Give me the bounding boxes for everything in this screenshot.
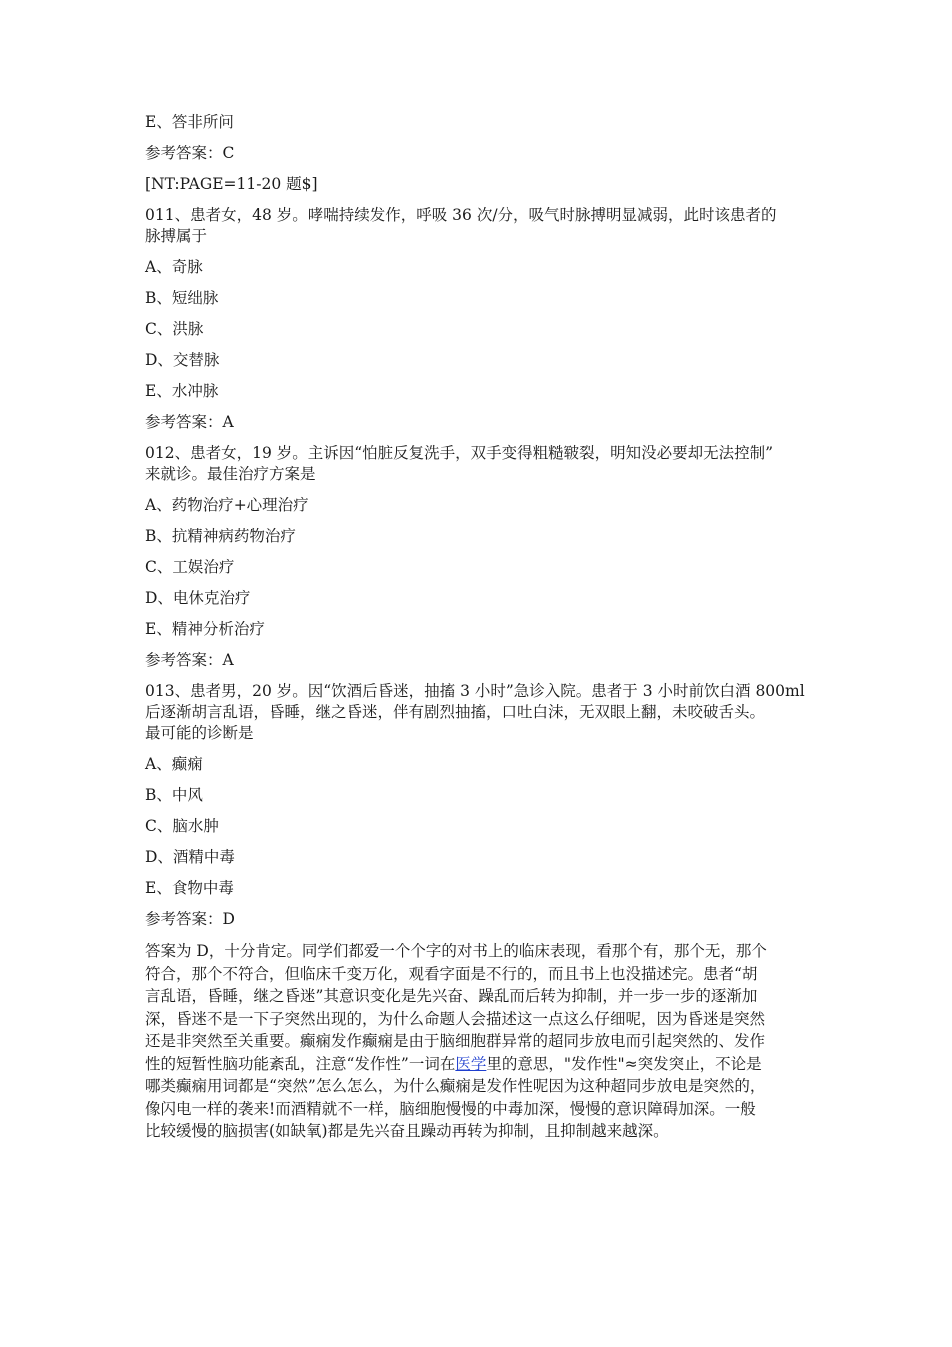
q11-option-b: B、短绌脉 [145,289,219,307]
q12-option-c: C、工娱治疗 [145,558,235,576]
question-13-stem: 013、患者男，20 岁。因“饮酒后昏迷，抽搐 3 小时”急诊入院。患者于 3 小时前饮白酒 800ml 后逐渐胡言乱语，昏睡，继之昏迷，伴有剧烈抽搐，口吐白沫，无双眼上翻，未咬破舌头。 最可能的诊断是 [145,682,805,742]
q11-option-a: A、奇脉 [145,258,203,276]
q13-option-a: A、癫痫 [145,755,203,773]
answer-prev: 参考答案：C [145,144,235,162]
q13-option-c: C、脑水肿 [145,817,219,835]
q11-option-e: E、水冲脉 [145,382,219,400]
q12-answer: 参考答案：A [145,651,234,669]
q13-answer: 参考答案：D [145,910,235,928]
q11-option-d: D、交替脉 [145,351,220,369]
q12-option-b: B、抗精神病药物治疗 [145,527,296,545]
question-11-stem: 011、患者女，48 岁。哮喘持续发作，呼吸 36 次/分，吸气时脉搏明显减弱，此时该患者的 脉搏属于 [145,206,777,245]
q12-option-d: D、电休克治疗 [145,589,251,607]
q13-option-d: D、酒精中毒 [145,848,235,866]
document-page [145,112,810,1143]
q12-option-e: E、精神分析治疗 [145,620,265,638]
q12-option-a: A、药物治疗+心理治疗 [145,496,309,514]
medicine-link[interactable]: 医学 [455,1054,487,1073]
answer-explanation: 答案为 D，十分肯定。同学们都爱一个个字的对书上的临床表现，看那个有，那个无，那个 符合，那个不符合，但临床千变万化，观看字面是不行的，而且书上也没描述完。患者“胡 言乱语，昏睡，继之昏迷”其意识变化是先兴奋、躁乱而后转为抑制，并一步一步的逐渐加 深，昏迷不是一下子突然出现的，为什么命题人会描述这一点这么仔细呢，因为昏迷是突然 还是非突然至关重要。癫痫发作癫痫是由于脑细胞群异常的超同步放电而引起突然的、发作 性的短暂性脑功能紊乱，注意“发作性”一词在医学里的意思，"发作性"≈突发突止，不论是 哪类癫痫用词都是“突然”怎么怎么，为什么癫痫是发作性呢因为这种超同步放电是突然的， 像闪电一样的袭来!而酒精就不一样，脑细胞慢慢的中毒加深，慢慢的意识障碍加深。一般 比较缓慢的脑损害(如缺氧)都是先兴奋且躁动再转为抑制，且抑制越来越深。 [145,940,810,1143]
q11-answer: 参考答案：A [145,413,234,431]
question-12-stem: 012、患者女，19 岁。主诉因“怕脏反复洗手，双手变得粗糙皲裂，明知没必要却无法控制” 来就诊。最佳治疗方案是 [145,444,774,483]
page-marker: [NT:PAGE=11-20 题$] [145,175,318,193]
q13-option-b: B、中风 [145,786,203,804]
q11-option-c: C、洪脉 [145,320,204,338]
explanation-line-with-link: 性的短暂性脑功能紊乱，注意“发作性”一词在医学里的意思，"发作性"≈突发突止，不论是 [145,1054,762,1073]
option-e-prev: E、答非所问 [145,113,234,131]
q13-option-e: E、食物中毒 [145,879,234,897]
